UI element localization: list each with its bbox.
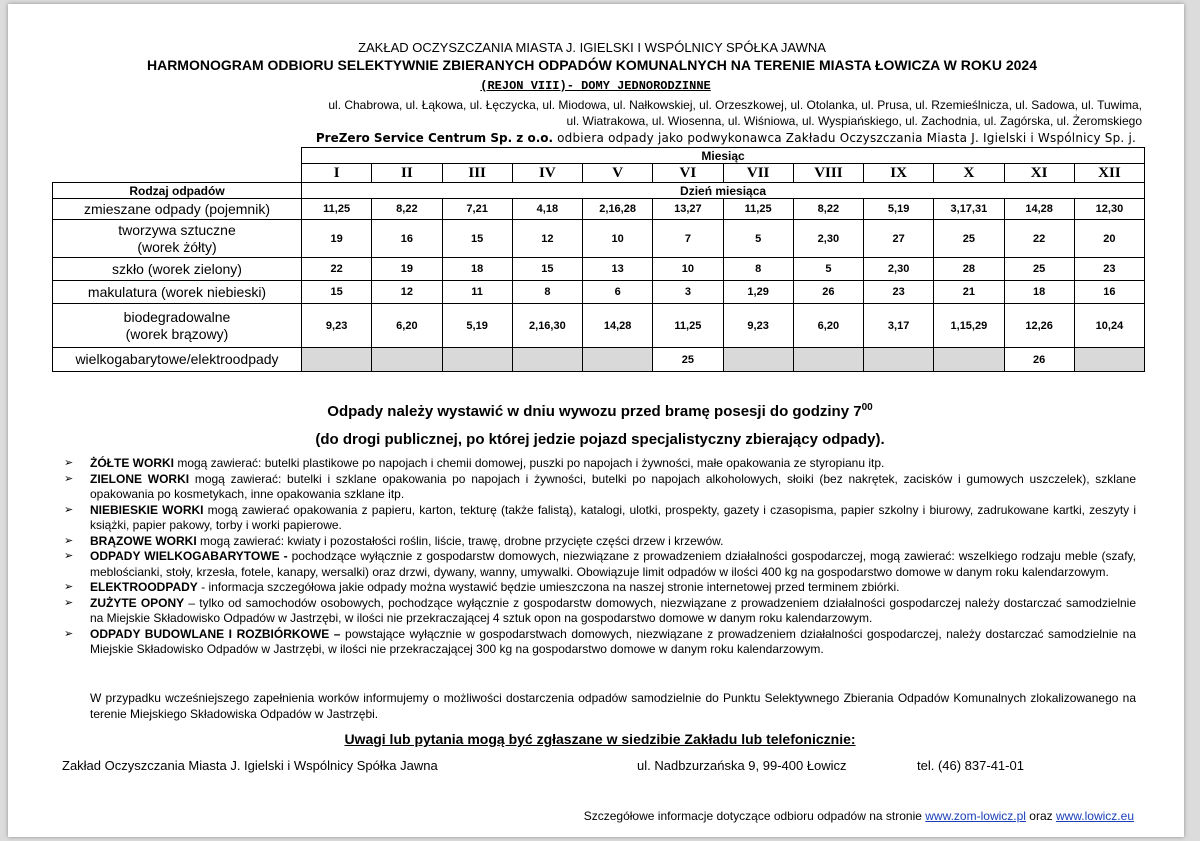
- pickup-days-cell: 5: [723, 220, 793, 258]
- month-header: III: [442, 164, 512, 183]
- rule-title: ODPADY BUDOWLANE I ROZBIÓRKOWE –: [90, 626, 341, 641]
- pickup-days-cell: 27: [864, 220, 934, 258]
- pickup-days-cell: 5,19: [442, 304, 512, 348]
- pickup-days-cell: 8: [723, 258, 793, 281]
- contractor-text: odbiera odpady jako podwykonawca Zakładu Oczyszczania Miasta J. Igielski i Wspólnicy Sp. j.: [553, 131, 1136, 145]
- pickup-days-cell: 19: [302, 220, 372, 258]
- pickup-days-cell: 2,16,28: [583, 199, 653, 220]
- pickup-days-cell: 12: [512, 220, 582, 258]
- rule-title: ELEKTROODPADY: [90, 580, 198, 594]
- pickup-days-cell: [793, 348, 863, 372]
- pickup-days-cell: 25: [653, 348, 723, 372]
- rule-text: – tylko od samochodów osobowych, pochodzące wyłącznie z gospodarstw domowych, niezwiązane z prowadzeniem działalności gospodarczej należy dostarczać samodzielnie na Miejskie Składowisko Odpadów w Jastrzębi, w ilości nie przekraczającej 4 sztuk opon na gospodarstwo domowe w danym roku kalendarzowym.: [90, 595, 1137, 625]
- pickup-days-cell: 6,20: [372, 304, 442, 348]
- set-out-notice: [0, 402, 1200, 420]
- month-header: XI: [1004, 164, 1074, 183]
- rule-text: - informacja szczegółowa jakie odpady można wystawić będzie umieszczona na naszej stronie internetowej przed terminem zbiórki.: [197, 580, 900, 594]
- month-header: XII: [1074, 164, 1144, 183]
- arrow-bullet-icon: ➢: [64, 581, 74, 593]
- pickup-days-cell: 1,29: [723, 281, 793, 304]
- waste-type-name: zmieszane odpady (pojemnik): [53, 199, 302, 220]
- schedule-title: HARMONOGRAM ODBIORU SELEKTYWNIE ZBIERANYCH ODPADÓW KOMUNALNYCH NA TERENIE MIASTA ŁOWICZA W ROKU 2024: [146, 57, 1038, 73]
- pickup-days-cell: 2,30: [864, 258, 934, 281]
- pickup-days-cell: 14,28: [1004, 199, 1074, 220]
- street-list: [328, 97, 1142, 129]
- pickup-days-cell: 16: [1074, 281, 1144, 304]
- set-out-notice-hour: 00: [861, 402, 873, 413]
- pickup-days-cell: 23: [864, 281, 934, 304]
- pickup-days-cell: 11: [442, 281, 512, 304]
- arrow-bullet-icon: ➢: [64, 627, 74, 640]
- contact-heading: Uwagi lub pytania mogą być zgłaszane w siedzibie Zakładu lub telefonicznie:: [344, 731, 856, 747]
- pickup-days-cell: 9,23: [302, 304, 372, 348]
- pickup-days-cell: 16: [372, 220, 442, 258]
- pickup-days-cell: 26: [793, 281, 863, 304]
- pickup-days-cell: 13: [583, 258, 653, 281]
- pickup-days-cell: 19: [372, 258, 442, 281]
- list-item: [62, 534, 1136, 550]
- month-header: IV: [512, 164, 582, 183]
- rule-text: mogą zawierać: butelki i szklane opakowania po napojach i żywności, butelki po napojach alkoholowych, słoiki (bez nakrętek, zacisków i gumowych uszczelek), szklane opakowania po kosmetykach, inne opakowania szklane itp.: [90, 471, 1136, 501]
- zom-lowicz-link[interactable]: www.zom-lowicz.pl: [925, 809, 1026, 823]
- pickup-days-cell: 10: [653, 258, 723, 281]
- list-item: [62, 627, 1136, 658]
- pickup-days-cell: [864, 348, 934, 372]
- pickup-days-cell: 25: [1004, 258, 1074, 281]
- pickup-days-cell: 12,30: [1074, 199, 1144, 220]
- month-header: IX: [864, 164, 934, 183]
- pickup-days-cell: 15: [302, 281, 372, 304]
- rule-text: mogą zawierać opakowania z papieru, karton, tekturę (także falistą), katalogi, ulotki, prospekty, gazety i czasopisma, papier szkolny i biurowy, zadrukowane kartki, zeszyty i książki, papier pakowy, torby i worki papierowe.: [90, 502, 1136, 532]
- pickup-days-cell: 3,17: [864, 304, 934, 348]
- month-group-header: Miesiąc: [302, 148, 1145, 164]
- month-header: V: [583, 164, 653, 183]
- pickup-days-cell: 13,27: [653, 199, 723, 220]
- arrow-bullet-icon: ➢: [64, 550, 74, 562]
- table-row: [53, 304, 1145, 348]
- pickup-days-cell: 26: [1004, 348, 1074, 372]
- pickup-days-cell: 14,28: [583, 304, 653, 348]
- arrow-bullet-icon: ➢: [64, 472, 74, 485]
- waste-type-name: makulatura (worek niebieski): [53, 281, 302, 304]
- pickup-days-cell: 21: [934, 281, 1004, 304]
- pickup-days-cell: 6,20: [793, 304, 863, 348]
- day-of-month-header: Dzień miesiąca: [302, 183, 1145, 199]
- pickup-days-cell: [372, 348, 442, 372]
- street-list-line: ul. Chabrowa, ul. Łąkowa, ul. Łęczycka, ul. Miodowa, ul. Nałkowskiej, ul. Orzeszkowej, ul. Otolanka, ul. Prusa, ul. Rzemieślnicza, ul. Sadowa, ul. Tuwima,: [328, 98, 1142, 112]
- arrow-bullet-icon: ➢: [64, 457, 74, 469]
- pickup-days-cell: 15: [442, 220, 512, 258]
- early-fill-paragraph: W przypadku wcześniejszego zapełnienia worków informujemy o możliwości dostarczenia odpadów samodzielnie do Punktu Selektywnego Zbierania Odpadów Komunalnych zlokalizowanego na terenie Miejskiego Składowiska Odpadów w Jastrzębi.: [90, 691, 1136, 721]
- pickup-days-cell: [934, 348, 1004, 372]
- pickup-days-cell: 3,17,31: [934, 199, 1004, 220]
- pickup-days-cell: [583, 348, 653, 372]
- pickup-days-cell: 11,25: [653, 304, 723, 348]
- pickup-days-cell: [512, 348, 582, 372]
- empty-header-cell: [53, 148, 302, 183]
- footer-phone: tel. (46) 837-41-01: [917, 758, 1024, 773]
- table-row: [53, 199, 1145, 220]
- list-item: [62, 549, 1136, 580]
- pickup-days-cell: 7: [653, 220, 723, 258]
- bag-rules-list: [62, 456, 1136, 658]
- footer-address: ul. Nadbzurzańska 9, 99-400 Łowicz: [637, 758, 847, 773]
- table-row: [53, 220, 1145, 258]
- pickup-days-cell: 5,19: [864, 199, 934, 220]
- month-header: I: [302, 164, 372, 183]
- pickup-days-cell: 15: [512, 258, 582, 281]
- pickup-days-cell: 20: [1074, 220, 1144, 258]
- arrow-bullet-icon: ➢: [64, 503, 74, 516]
- waste-type-header: Rodzaj odpadów: [53, 183, 302, 199]
- waste-type-name: biodegradowalne (worek brązowy): [53, 304, 302, 348]
- list-item: [62, 596, 1136, 627]
- pickup-days-cell: 9,23: [723, 304, 793, 348]
- pickup-days-cell: 1,15,29: [934, 304, 1004, 348]
- footer-info: [584, 809, 1134, 823]
- pickup-days-cell: 10: [583, 220, 653, 258]
- rule-title: BRĄZOWE WORKI: [90, 533, 197, 548]
- arrow-bullet-icon: ➢: [64, 596, 74, 609]
- waste-type-name: wielkogabarytowe/elektroodpady: [53, 348, 302, 372]
- list-item: [62, 456, 1136, 472]
- region-label: (REJON VIII)- DOMY JEDNORODZINNE: [480, 79, 711, 93]
- rule-text: mogą zawierać: kwiaty i pozostałości roślin, liście, trawę, drobne przycięte części drzew i krzewów.: [196, 533, 724, 548]
- rule-title: ZUŻYTE OPONY: [90, 595, 185, 610]
- street-list-line: ul. Wiatrakowa, ul. Wiosenna, ul. Wiśniowa, ul. Wyspiańskiego, ul. Zachodnia, ul. Zagórska, ul. Żeromskiego: [566, 114, 1142, 128]
- pickup-days-cell: 18: [442, 258, 512, 281]
- pickup-days-cell: 12: [372, 281, 442, 304]
- pickup-days-cell: [302, 348, 372, 372]
- public-road-notice: (do drogi publicznej, po której jedzie pojazd specjalistyczny zbierający odpady).: [315, 431, 885, 448]
- month-header: X: [934, 164, 1004, 183]
- pickup-days-cell: 2,16,30: [512, 304, 582, 348]
- collection-schedule-table: [52, 147, 1145, 372]
- pickup-days-cell: 23: [1074, 258, 1144, 281]
- pickup-days-cell: 5: [793, 258, 863, 281]
- pickup-days-cell: 7,21: [442, 199, 512, 220]
- pickup-days-cell: 22: [302, 258, 372, 281]
- list-item: [62, 580, 1136, 596]
- pickup-days-cell: 28: [934, 258, 1004, 281]
- rule-title: ŻÓŁTE WORKI: [90, 456, 174, 470]
- pickup-days-cell: 6: [583, 281, 653, 304]
- table-row: [53, 281, 1145, 304]
- set-out-notice-text: Odpady należy wystawić w dniu wywozu przed bramę posesji do godziny 7: [327, 403, 862, 420]
- rule-title: NIEBIESKIE WORKI: [90, 502, 204, 517]
- pickup-days-cell: 10,24: [1074, 304, 1144, 348]
- pickup-days-cell: [1074, 348, 1144, 372]
- pickup-days-cell: 12,26: [1004, 304, 1074, 348]
- footer-info-mid: oraz: [1025, 809, 1056, 823]
- table-row: [53, 258, 1145, 281]
- contractor-name: PreZero Service Centrum Sp. z o.o.: [315, 131, 554, 145]
- pickup-days-cell: 18: [1004, 281, 1074, 304]
- pickup-days-cell: 4,18: [512, 199, 582, 220]
- rule-title: ODPADY WIELKOGABARYTOWE -: [90, 549, 288, 563]
- pickup-days-cell: 8,22: [793, 199, 863, 220]
- arrow-bullet-icon: ➢: [64, 534, 74, 547]
- waste-type-name: tworzywa sztuczne (worek żółty): [53, 220, 302, 258]
- pickup-days-cell: 2,30: [793, 220, 863, 258]
- rule-text: mogą zawierać: butelki plastikowe po napojach i chemii domowej, puszki po napojach i żywności, małe opakowania ze styropianu itp.: [174, 456, 885, 470]
- rule-text: powstające wyłącznie w gospodarstwach domowych, niezwiązane z prowadzeniem działalności gospodarczej, należy dostarczać samodzielnie na Miejskie Składowisko Odpadów w Jastrzębi, w ilości nie przekraczającej 300 kg na gospodarstwo domowe w danym roku kalendarzowym.: [90, 626, 1137, 656]
- lowicz-link[interactable]: www.lowicz.eu: [1055, 809, 1134, 823]
- month-header: VII: [723, 164, 793, 183]
- rule-title: ZIELONE WORKI: [90, 471, 190, 486]
- waste-type-name: szkło (worek zielony): [53, 258, 302, 281]
- pickup-days-cell: 11,25: [302, 199, 372, 220]
- pickup-days-cell: 8: [512, 281, 582, 304]
- list-item: [62, 472, 1136, 503]
- footer-info-text: Szczegółowe informacje dotyczące odbioru odpadów na stronie: [583, 809, 926, 823]
- rule-text: pochodzące wyłącznie z gospodarstw domowych, niezwiązane z prowadzeniem działalności gospodarczej, mogą zawierać: wszelkiego rodzaju meble (szafy, meblościanki, stoły, krzesła, fotele, kanapy, wersalki) oraz drzwi, dywany, wanny, umywalki. Obowiązuje limit odpadów w ilości 400 kg na gospodarstwo domowe w danym roku kalendarzowym.: [90, 549, 1136, 579]
- company-header: ZAKŁAD OCZYSZCZANIA MIASTA J. IGIELSKI I WSPÓLNICY SPÓŁKA JAWNA: [358, 40, 826, 55]
- month-header: VIII: [793, 164, 863, 183]
- pickup-days-cell: 25: [934, 220, 1004, 258]
- pickup-days-cell: 3: [653, 281, 723, 304]
- pickup-days-cell: [723, 348, 793, 372]
- pickup-days-cell: [442, 348, 512, 372]
- list-item: [62, 503, 1136, 534]
- contractor-note: [316, 131, 1136, 145]
- footer-company: Zakład Oczyszczania Miasta J. Igielski i Wspólnicy Spółka Jawna: [62, 758, 438, 773]
- pickup-days-cell: 11,25: [723, 199, 793, 220]
- table-row: [53, 348, 1145, 372]
- pickup-days-cell: 8,22: [372, 199, 442, 220]
- pickup-days-cell: 22: [1004, 220, 1074, 258]
- month-header: II: [372, 164, 442, 183]
- month-header: VI: [653, 164, 723, 183]
